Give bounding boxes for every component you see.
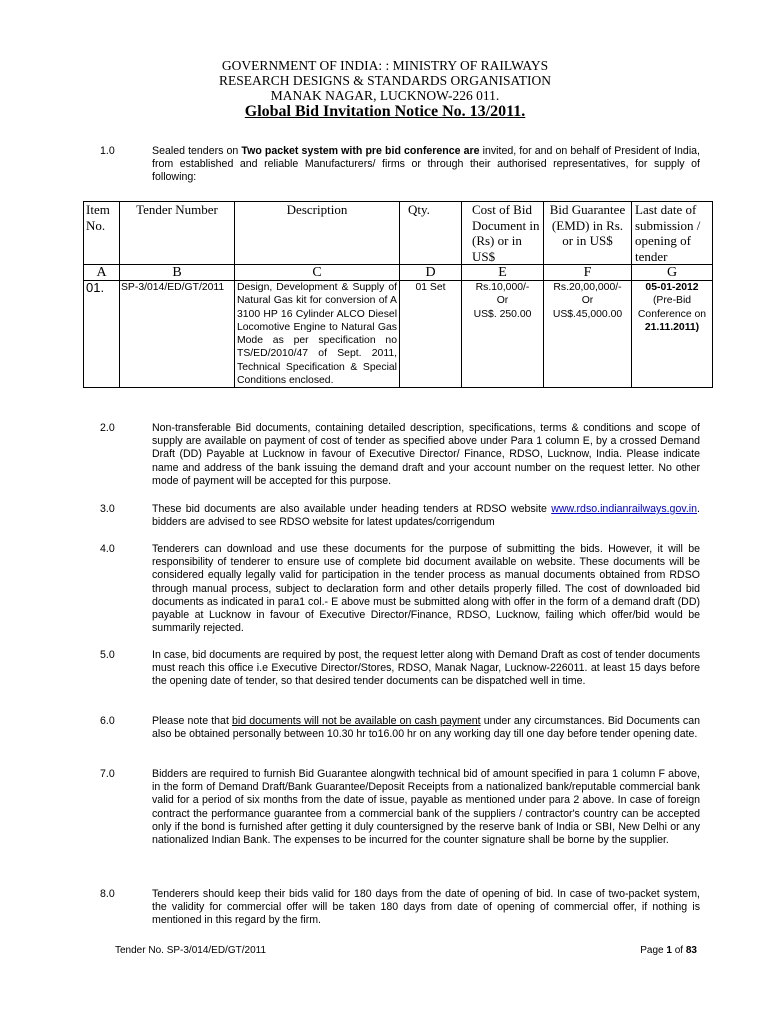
header-qty: Qty. (400, 202, 462, 265)
page-label: Page (640, 945, 667, 956)
paragraph-5 (100, 649, 700, 689)
paragraph-2 (100, 422, 700, 488)
page-number: 1 (666, 945, 672, 956)
paragraph-4 (100, 543, 700, 635)
paragraph-number: 1.0 (100, 145, 115, 157)
paragraph-1 (100, 145, 700, 185)
paragraph-number: 2.0 (100, 422, 115, 434)
header-tender-number: Tender Number (120, 202, 235, 265)
paragraph-text: Please note that (152, 715, 232, 727)
header-bid-guarantee: Bid Guarantee (EMD) in Rs. or in US$ (544, 202, 632, 265)
paragraph-text: . bidders are advised to see RDSO website for latest updates/corrigendum (152, 503, 700, 529)
column-letter: G (632, 265, 713, 281)
column-letter: A (84, 265, 120, 281)
paragraph-3 (100, 503, 700, 529)
column-letter: C (235, 265, 400, 281)
header-line-address: MANAK NAGAR, LUCKNOW-226 011. (270, 88, 500, 103)
pre-bid-date: 21.11.2011) (644, 321, 700, 333)
tender-table (83, 201, 713, 388)
bid-guarantee-or: Or (581, 295, 594, 307)
paragraph-text: Bidders are required to furnish Bid Guarantee alongwith technical bid of amount specified in para 1 column F above, in the form of Demand Draft/Bank Guarantee/Deposit Receipts from a nationalized bank/reputable commercial bank valid for a period of six months from the date of issue, payable as mentioned under para 2 above. In case of foreign contract the performance guarantee from a commercial bank of the suppliers / contractor's country can be accepted only if the bond is furnished after getting it duly countersigned by the reserve bank of India or SBI, New Delhi or any nationalized Indian Bank. The expenses to be incurred for the counter signature shall be borne by the supplier. (152, 768, 700, 847)
paragraph-number: 7.0 (100, 768, 115, 780)
paragraph-text: Sealed tenders on (152, 145, 242, 157)
header-item-no: Item No. (84, 202, 120, 265)
tender-number: SP-3/014/ED/GT/2011 (120, 281, 235, 388)
letterhead (0, 58, 770, 121)
last-date-value: 05-01-2012 (645, 282, 699, 293)
last-date (632, 281, 713, 388)
header-cost: Cost of Bid Document in (Rs) or in US$ (462, 202, 544, 265)
paragraph-number: 5.0 (100, 649, 115, 661)
cost-or: Or (496, 295, 509, 307)
bid-guarantee (544, 281, 632, 388)
header-line-organisation: RESEARCH DESIGNS & STANDARDS ORGANISATION (219, 73, 551, 88)
paragraph-6 (100, 715, 700, 741)
page-total: 83 (685, 945, 697, 956)
header-description: Description (235, 202, 400, 265)
cost-of-document (462, 281, 544, 388)
paragraph-number: 3.0 (100, 503, 115, 515)
paragraph-text: Non-transferable Bid documents, containing detailed description, specifications, terms & conditions and scope of supply are available on payment of cost of tender as specified above under Para 1 column E, by a crossed Demand Draft (DD) Payable at Lucknow in favour of Executive Director/ Finance, RDSO, Lucknow, India. Please indicate name and address of the bank issuing the demand draft and your account number on the request letter. No other mode of payment will be accepted for this purpose. (152, 422, 700, 487)
column-letter: D (400, 265, 462, 281)
paragraph-text: These bid documents are also available under heading tenders at RDSO website (152, 503, 552, 515)
paragraph-number: 4.0 (100, 543, 115, 555)
paragraph-text: invited, for and on behalf of President of India, from established and reliable Manufacturers/ firms or through their authorised representatives, for supply of following: (152, 145, 701, 184)
footer-tender-number: Tender No. SP-3/014/ED/GT/2011 (115, 945, 267, 956)
header-last-date: Last date of submission / opening of tender (632, 202, 713, 265)
page-counter (640, 945, 697, 956)
bid-guarantee-usd: US$.45,000.00 (552, 308, 623, 320)
paragraph-bold-text: Two packet system with pre bid conference are (241, 145, 480, 157)
column-letter: F (544, 265, 632, 281)
paragraph-text: Tenderers can download and use these documents for the purpose of submitting the bids. However, it will be responsibility of tenderer to ensure use of complete bid document available on website. These documents will be considered equally legally valid for participation in the tender process as manual documents obtained from RDSO through manual process, subject to declaration form and other details properly filled. The cost of downloaded bid documents as indicated in para1 col.- E above must be submitted along with offer in the form of a demand draft (DD) payable at Lucknow in favour of Executive Director/Finance, RDSO, Lucknow, failing which offer/bid would be summarily rejected. (152, 543, 700, 635)
pre-bid-note: (Pre-Bid Conference on (637, 295, 707, 320)
paragraph-7 (100, 768, 700, 847)
table-letter-row (84, 265, 713, 281)
column-letter: E (462, 265, 544, 281)
cost-usd: US$. 250.00 (473, 308, 532, 320)
paragraph-text: In case, bid documents are required by post, the request letter along with Demand Draft as cost of tender documents must reach this office i.e Executive Director/Stores, RDSO, Manak Nagar, Lucknow-226011. at least 15 days before the opening date of tender, so that desired tender documents can be dispatched well in time. (152, 649, 700, 688)
table-row (84, 281, 713, 388)
column-letter: B (120, 265, 235, 281)
paragraph-text: under any circumstances. Bid Documents can also be obtained personally between 10.30 hr to16.00 hr on any working day till one day before tender opening date. (152, 715, 700, 741)
table-header-row (84, 202, 713, 265)
item-quantity: 01 Set (400, 281, 462, 388)
paragraph-8 (100, 888, 700, 928)
cost-rupees: Rs.10,000/- (475, 282, 530, 293)
notice-title: Global Bid Invitation Notice No. 13/2011. (244, 103, 526, 120)
header-line-ministry: GOVERNMENT OF INDIA: : MINISTRY OF RAILWAYS (221, 58, 549, 73)
rdso-website-link[interactable]: www.rdso.indianrailways.gov.in (551, 503, 698, 515)
item-number: 01. (84, 281, 120, 388)
item-description: Design, Development & Supply of Natural Gas kit for conversion of A 3100 HP 16 Cylinder ALCO Diesel Locomotive Engine to Natural Gas Mode as per specification no TS/ED/2010/47 of Sept. 2011, Technical Specification & Special Conditions enclosed. (235, 281, 400, 388)
paragraph-number: 8.0 (100, 888, 115, 900)
paragraph-number: 6.0 (100, 715, 115, 727)
paragraph-text: Tenderers should keep their bids valid for 180 days from the date of opening of bid. In case of two-packet system, the validity for commercial offer will be taken 180 days from date of opening of commercial offer, if nothing is mentioned in this regard by the firm. (152, 888, 700, 927)
page-of-label: of (671, 945, 686, 956)
bid-guarantee-rupees: Rs.20,00,000/- (553, 282, 622, 293)
paragraph-underlined-text: bid documents will not be available on cash payment (231, 715, 481, 727)
